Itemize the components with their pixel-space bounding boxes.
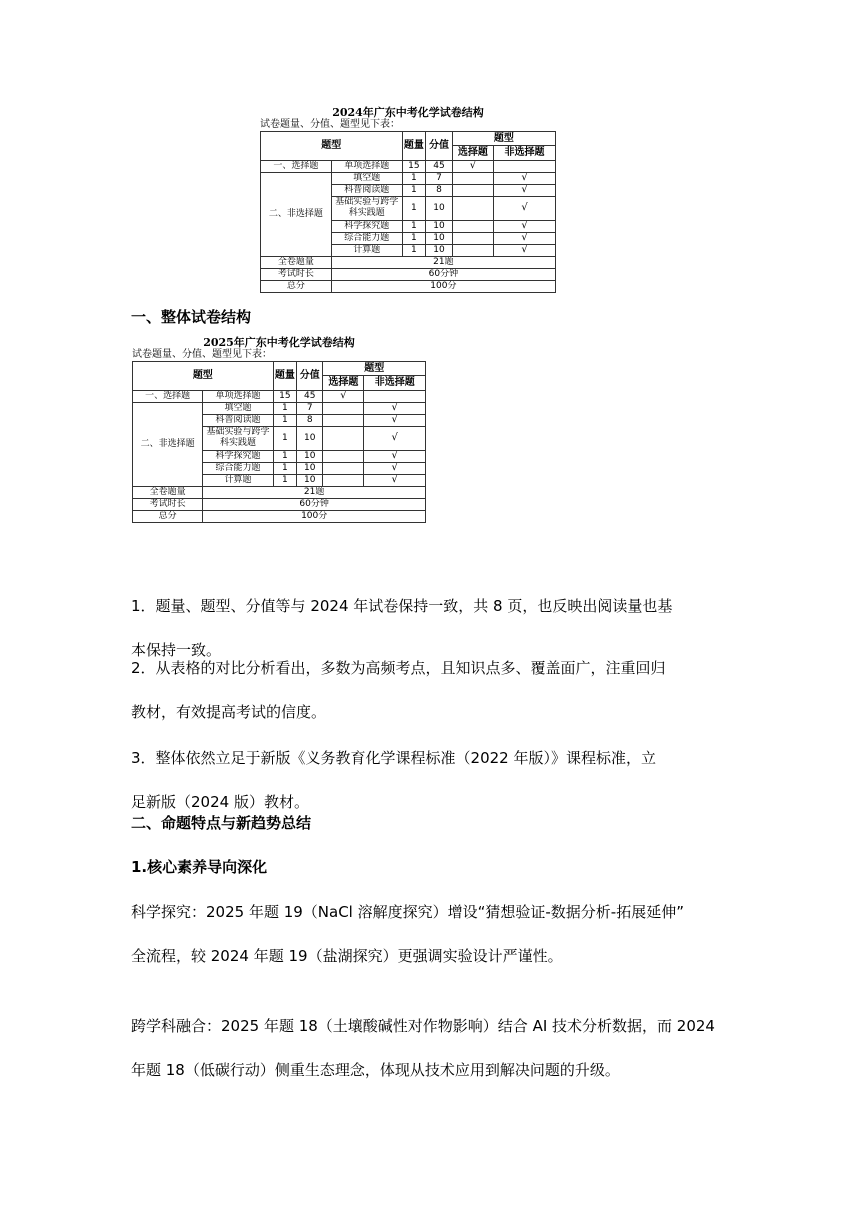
summary-value: 100分 (331, 280, 555, 292)
category-nonchoice: 二、非选择题 (261, 172, 332, 256)
summary-value: 60分钟 (203, 498, 426, 510)
choice-check: √ (323, 390, 364, 402)
question-count: 1 (273, 426, 296, 450)
question-count: 1 (402, 172, 426, 184)
structure-table (260, 131, 556, 293)
question-count: 1 (273, 474, 296, 486)
point-3 (131, 736, 731, 824)
question-type: 基础实验与跨学科实践题 (203, 426, 273, 450)
nonchoice-check (364, 390, 426, 402)
header-nonchoice: 非选择题 (364, 376, 426, 390)
summary-label: 全卷题量 (261, 256, 332, 268)
summary-row (261, 256, 556, 268)
question-type: 综合能力题 (203, 462, 273, 474)
choice-check (452, 232, 493, 244)
nonchoice-check: √ (364, 402, 426, 414)
exam-structure-table-2025 (132, 336, 426, 523)
summary-label: 总分 (133, 510, 203, 522)
summary-label: 考试时长 (133, 498, 203, 510)
choice-check: √ (452, 160, 493, 172)
question-score: 10 (297, 474, 323, 486)
paragraph-science-inquiry (131, 890, 731, 978)
question-count: 1 (402, 232, 426, 244)
question-type: 科普阅读题 (203, 414, 273, 426)
question-count: 1 (402, 244, 426, 256)
choice-check (452, 244, 493, 256)
question-score: 10 (426, 244, 453, 256)
point-2-line-2: 教材，有效提高考试的信度。 (131, 703, 327, 721)
header-type: 题型 (261, 132, 403, 161)
question-type: 计算题 (331, 244, 402, 256)
question-count: 1 (273, 414, 296, 426)
question-count: 1 (273, 450, 296, 462)
header-nonchoice: 非选择题 (494, 146, 556, 160)
question-score: 10 (426, 196, 453, 220)
question-count: 15 (402, 160, 426, 172)
header-type: 题型 (133, 362, 274, 391)
point-1-line-2: 本保持一致。 (131, 641, 222, 659)
nonchoice-check (494, 160, 556, 172)
paragraph-cross-discipline (131, 1004, 731, 1092)
question-type: 科学探究题 (331, 220, 402, 232)
summary-value: 21题 (203, 486, 426, 498)
choice-check (323, 414, 364, 426)
summary-value: 60分钟 (331, 268, 555, 280)
header-row (133, 362, 426, 376)
question-score: 45 (297, 390, 323, 402)
header-score: 分值 (426, 132, 453, 161)
question-type: 基础实验与跨学科实践题 (331, 196, 402, 220)
point-2-line-1: 2．从表格的对比分析看出，多数为高频考点，且知识点多、覆盖面广，注重回归 (131, 659, 666, 677)
subsection-heading-core-literacy: 1.核心素养导向深化 (131, 858, 268, 876)
header-score: 分值 (297, 362, 323, 391)
header-group: 题型 (323, 362, 426, 376)
question-score: 10 (297, 462, 323, 474)
cross-discipline-line-1: 跨学科融合：2025 年题 18（土壤酸碱性对作物影响）结合 AI 技术分析数据，而 2024 (131, 1017, 715, 1035)
category-choice: 一、选择题 (133, 390, 203, 402)
nonchoice-check: √ (364, 426, 426, 450)
point-3-line-2: 足新版（2024 版）教材。 (131, 793, 309, 811)
table-subtitle: 试卷题量、分值、题型见下表： (260, 119, 400, 130)
question-score: 10 (426, 232, 453, 244)
choice-check (323, 462, 364, 474)
question-count: 1 (273, 462, 296, 474)
nonchoice-check: √ (494, 220, 556, 232)
nonchoice-check: √ (364, 474, 426, 486)
table-title: 2024年广东中考化学试卷结构 (332, 106, 484, 119)
exam-structure-table-2024 (260, 106, 556, 293)
category-nonchoice: 二、非选择题 (133, 402, 203, 486)
summary-row (133, 486, 426, 498)
nonchoice-check: √ (494, 244, 556, 256)
nonchoice-check: √ (494, 172, 556, 184)
summary-row (133, 498, 426, 510)
choice-check (452, 172, 493, 184)
table-row (133, 390, 426, 402)
nonchoice-check: √ (364, 462, 426, 474)
question-type: 单项选择题 (331, 160, 402, 172)
question-score: 8 (426, 184, 453, 196)
header-count: 题量 (273, 362, 296, 391)
question-count: 1 (402, 220, 426, 232)
summary-row (261, 280, 556, 292)
question-score: 7 (297, 402, 323, 414)
question-score: 10 (297, 450, 323, 462)
cross-discipline-line-2: 年题 18（低碳行动）侧重生态理念，体现从技术应用到解决问题的升级。 (131, 1061, 620, 1079)
nonchoice-check: √ (494, 232, 556, 244)
section-heading-features: 二、命题特点与新趋势总结 (131, 814, 312, 832)
summary-row (133, 510, 426, 522)
question-count: 1 (402, 184, 426, 196)
summary-row (261, 268, 556, 280)
point-2 (131, 646, 731, 734)
question-type: 综合能力题 (331, 232, 402, 244)
header-choice: 选择题 (452, 146, 493, 160)
question-score: 10 (426, 220, 453, 232)
point-1-line-1: 1．题量、题型、分值等与 2024 年试卷保持一致，共 8 页，也反映出阅读量也基 (131, 597, 673, 615)
question-type: 填空题 (203, 402, 273, 414)
question-score: 7 (426, 172, 453, 184)
table-title: 2025年广东中考化学试卷结构 (203, 336, 355, 349)
nonchoice-check: √ (364, 414, 426, 426)
point-3-line-1: 3．整体依然立足于新版《义务教育化学课程标准（2022 年版）》课程标准，立 (131, 749, 656, 767)
choice-check (323, 402, 364, 414)
nonchoice-check: √ (494, 196, 556, 220)
choice-check (452, 220, 493, 232)
header-row (261, 132, 556, 146)
science-inquiry-line-1: 科学探究：2025 年题 19（NaCl 溶解度探究）增设“猜想验证-数据分析-拓展延伸” (131, 903, 684, 921)
question-count: 15 (273, 390, 296, 402)
question-type: 科学探究题 (203, 450, 273, 462)
summary-label: 考试时长 (261, 268, 332, 280)
table-row (261, 160, 556, 172)
choice-check (452, 184, 493, 196)
question-type: 单项选择题 (203, 390, 273, 402)
table-subtitle: 试卷题量、分值、题型见下表： (132, 349, 272, 360)
summary-label: 总分 (261, 280, 332, 292)
category-choice: 一、选择题 (261, 160, 332, 172)
question-type: 填空题 (331, 172, 402, 184)
structure-table (132, 361, 426, 523)
nonchoice-check: √ (494, 184, 556, 196)
choice-check (323, 474, 364, 486)
choice-check (323, 450, 364, 462)
question-score: 10 (297, 426, 323, 450)
question-count: 1 (402, 196, 426, 220)
choice-check (323, 426, 364, 450)
header-count: 题量 (402, 132, 426, 161)
question-type: 科普阅读题 (331, 184, 402, 196)
summary-value: 21题 (331, 256, 555, 268)
header-choice: 选择题 (323, 376, 364, 390)
choice-check (452, 196, 493, 220)
nonchoice-check: √ (364, 450, 426, 462)
table-row (133, 402, 426, 414)
question-score: 45 (426, 160, 453, 172)
table-row (261, 172, 556, 184)
summary-label: 全卷题量 (133, 486, 203, 498)
section-heading-structure: 一、整体试卷结构 (131, 308, 252, 326)
question-type: 计算题 (203, 474, 273, 486)
question-count: 1 (273, 402, 296, 414)
header-group: 题型 (452, 132, 555, 146)
summary-value: 100分 (203, 510, 426, 522)
science-inquiry-line-2: 全流程，较 2024 年题 19（盐湖探究）更强调实验设计严谨性。 (131, 947, 563, 965)
question-score: 8 (297, 414, 323, 426)
